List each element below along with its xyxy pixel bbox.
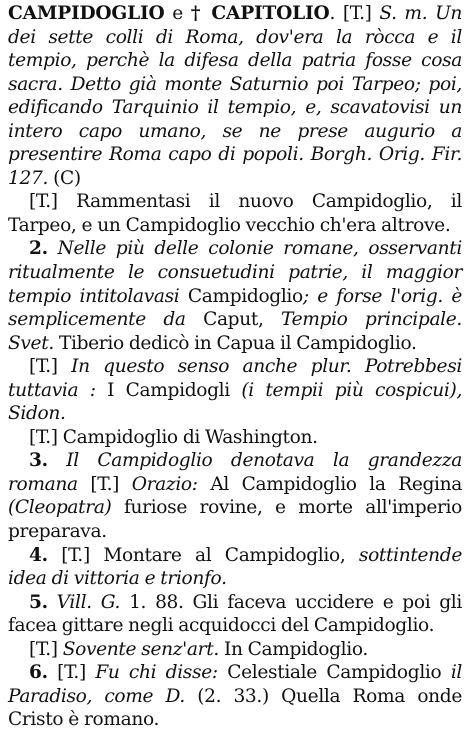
sense-number: 2. bbox=[29, 238, 48, 260]
tag-t: [T.] bbox=[342, 3, 372, 24]
tag-t: [T.] bbox=[29, 638, 58, 660]
sense-4-phrase: Montare al Campidoglio, bbox=[103, 544, 346, 566]
headword-connector: e bbox=[164, 3, 191, 24]
sense-2-washington bbox=[8, 426, 462, 450]
sense-2-word: Campidoglio bbox=[187, 285, 303, 307]
sense-2-etymology: ; e forse l'orig. è semplicemente da bbox=[8, 285, 463, 331]
source-mark: (C) bbox=[53, 167, 81, 189]
sense-2 bbox=[8, 237, 462, 355]
tag-t: [T.] bbox=[29, 191, 58, 213]
sense-3-quote-b: furiose rovine, e morte all'imperio preparava. bbox=[8, 497, 462, 543]
sense-6-quote: Quella Roma onde Cristo è romano. bbox=[8, 685, 462, 731]
sense-4-definition: sottintende idea di vittoria e trionfo. bbox=[8, 544, 462, 590]
sense-2-plural-example: I Campidogli bbox=[107, 379, 230, 401]
tag-t: [T.] bbox=[57, 662, 86, 684]
sense-2-definition: Nelle più delle colonie romane, osservanti ritualmente le consuetudini patrie, il maggior tempio intitolavasi bbox=[8, 238, 463, 307]
sense-4 bbox=[8, 544, 462, 591]
grammar-label: S. m. bbox=[379, 3, 428, 24]
sense-number: 6. bbox=[29, 662, 48, 684]
sense-2-plural-note: In questo senso anche plur. Potrebbesi tuttavia : bbox=[8, 356, 463, 401]
tag-t: [T.] bbox=[61, 544, 90, 566]
sense-5 bbox=[8, 591, 462, 638]
sense-3-author: Orazio: bbox=[131, 473, 198, 495]
sense-2-plural bbox=[8, 355, 462, 426]
sense-1-note-text: Rammentasi il nuovo Campidoglio, il Tarpeo, e un Campidoglio vecchio ch'era altrove. bbox=[8, 191, 462, 236]
sense-3-definition: Il Campidoglio denotava la grandezza romana bbox=[8, 450, 463, 495]
sense-3-cleopatra: (Cleopatra) bbox=[8, 497, 112, 519]
sense-5-note bbox=[8, 638, 462, 662]
sense-6-phrase: Celestiale Campidoglio bbox=[227, 662, 442, 684]
headword-variant: † CAPITOLIO bbox=[190, 3, 330, 24]
sense-6-definition: Fu chi disse: bbox=[95, 662, 218, 684]
sense-number: 3. bbox=[29, 450, 48, 472]
sense-number: 5. bbox=[29, 591, 48, 613]
sense-number: 4. bbox=[29, 544, 48, 566]
sense-2-gloss: Tempio principale. Svet. bbox=[8, 309, 462, 354]
sense-5-reference: 1. 88. bbox=[129, 591, 184, 613]
sense-2-washington-text: Campidoglio di Washington. bbox=[62, 426, 318, 448]
sense-3-quote-a: Al Campidoglio la Regina bbox=[210, 473, 463, 495]
sense-6 bbox=[8, 661, 462, 732]
sense-2-plural-source: , Sidon. bbox=[8, 379, 462, 425]
dictionary-entry-campidoglio bbox=[8, 2, 462, 732]
tag-t: [T.] bbox=[29, 356, 58, 378]
sense-1-note bbox=[8, 190, 462, 237]
sense-5-usage: Sovente senz'art. bbox=[62, 638, 219, 660]
sense-5-example: In Campidoglio. bbox=[223, 638, 368, 660]
sense-2-caput: Caput, bbox=[203, 309, 264, 331]
sense-6-gloss: il Paradiso, come D. bbox=[8, 662, 463, 707]
sense-5-quote: Gli faceva uccidere e poi gli facea gittare negli acquidocci del Campidoglio. bbox=[8, 591, 462, 637]
sense-1-definition: Un dei sette colli di Roma, dov'era la ròcca e il tempio, perchè la difesa della patria fosse cosa sacra. Detto già monte Saturnio poi Tarpeo; poi, edificando Tarquinio il tempio, e, scavatovisi un intero capo umano, se ne prese augurio a presentire Roma capo di popoli. Borgh. Orig. Fir. 127. bbox=[8, 3, 463, 189]
tag-t: [T.] bbox=[90, 473, 120, 495]
sense-1: CAMPIDOGLIO e † CAPITOLIO. [T.] S. m. Un dei sette colli di Roma, dov'era la ròcca e il tempio, perchè la difesa della patria fosse cosa sacra. Detto già monte Saturnio poi Tarpeo; poi, edificando Tarquinio il tempio, e, scavatovisi un intero capo umano, se ne prese augurio a presentire Roma capo di popoli. Borgh. Orig. Fir. 127. (C) bbox=[8, 3, 463, 189]
sense-2-plural-gloss: (i tempii più cospicui) bbox=[241, 379, 457, 401]
sense-5-source: Vill. G. bbox=[56, 591, 121, 613]
sense-6-reference: (2. 33.) bbox=[197, 685, 269, 707]
sense-3 bbox=[8, 449, 462, 543]
tag-t: [T.] bbox=[29, 426, 58, 448]
sense-2-citation: Tiberio dedicò in Capua il Campidoglio. bbox=[58, 332, 417, 354]
headword: CAMPIDOGLIO bbox=[8, 3, 165, 24]
